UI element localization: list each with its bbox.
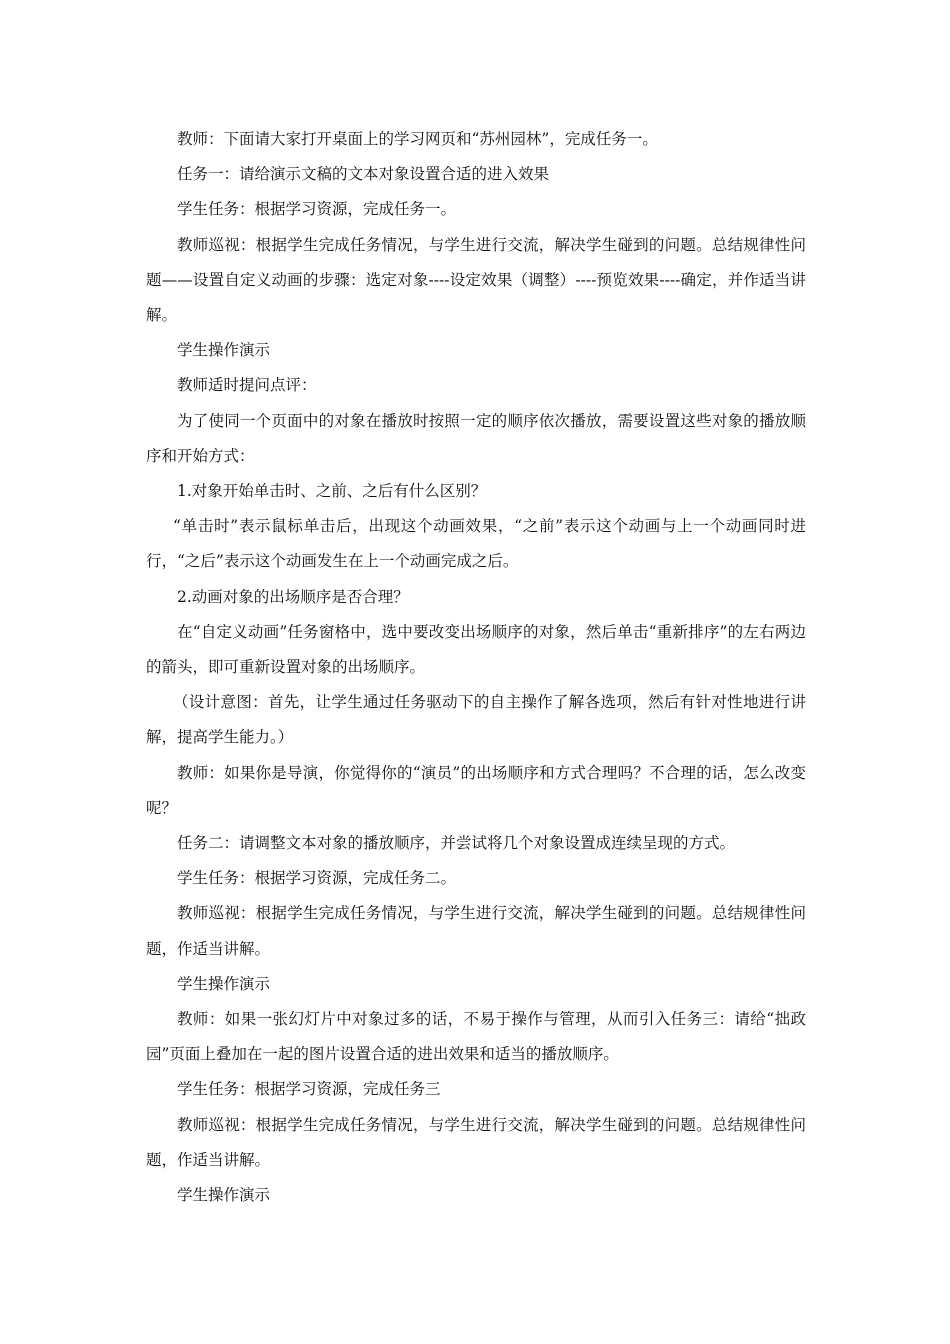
- paragraph: 任务二：请调整文本对象的播放顺序，并尝试将几个对象设置成连续呈现的方式。: [177, 834, 736, 853]
- paragraph: 教师巡视：根据学生完成任务情况，与学生进行交流，解决学生碰到的问题。总结规律性问题，作适当讲解。: [146, 904, 806, 958]
- paragraph: 任务一：请给演示文稿的文本对象设置合适的进入效果: [177, 165, 550, 184]
- paragraph: 教师巡视：根据学生完成任务情况，与学生进行交流，解决学生碰到的问题。总结规律性问题——设置自定义动画的步骤：选定对象----设定效果（调整）----预览效果----确定，并作适当讲解。: [146, 235, 806, 325]
- paragraph: 在“自定义动画”任务窗格中，选中要改变出场顺序的对象，然后单击“重新排序”的左右两边的箭头，即可重新设置对象的出场顺序。: [146, 622, 806, 677]
- paragraph: 学生任务：根据学习资源，完成任务一。: [177, 200, 457, 219]
- paragraph: “单击时”表示鼠标单击后，出现这个动画效果，“之前”表示这个动画与上一个动画同时进行，“之后”表示这个动画发生在上一个动画完成之后。: [146, 517, 806, 571]
- paragraph: 教师巡视：根据学生完成任务情况，与学生进行交流，解决学生碰到的问题。总结规律性问题，作适当讲解。: [146, 1115, 806, 1169]
- paragraph: 学生操作演示: [177, 341, 271, 360]
- paragraph: 学生任务：根据学习资源，完成任务二。: [177, 869, 457, 888]
- paragraph: 学生操作演示: [177, 1186, 271, 1205]
- paragraph: 教师：如果你是导演，你觉得你的“演员”的出场顺序和方式合理吗？不合理的话，怎么改变呢？: [146, 763, 806, 817]
- paragraph: 学生任务：根据学习资源，完成任务三: [177, 1080, 441, 1099]
- paragraph: 教师：下面请大家打开桌面上的学习网页和“苏州园林”，完成任务一。: [177, 130, 658, 148]
- design-intent-note: （设计意图：首先，让学生通过任务驱动下的自主操作了解各选项，然后有针对性地进行讲解，提高学生能力。）: [146, 693, 806, 747]
- paragraph: 学生操作演示: [177, 974, 271, 993]
- paragraph: 为了使同一个页面中的对象在播放时按照一定的顺序依次播放，需要设置这些对象的播放顺序和开始方式：: [146, 411, 806, 465]
- paragraph: 教师：如果一张幻灯片中对象过多的话，不易于操作与管理，从而引入任务三：请给“拙政园”页面上叠加在一起的图片设置合适的进出效果和适当的播放顺序。: [146, 1010, 806, 1064]
- paragraph: 教师适时提问点评：: [177, 376, 317, 395]
- list-item: 1.对象开始单击时、之前、之后有什么区别？: [177, 482, 487, 501]
- list-item: 2.动画对象的出场顺序是否合理？: [177, 587, 409, 606]
- document-body: [146, 122, 806, 1213]
